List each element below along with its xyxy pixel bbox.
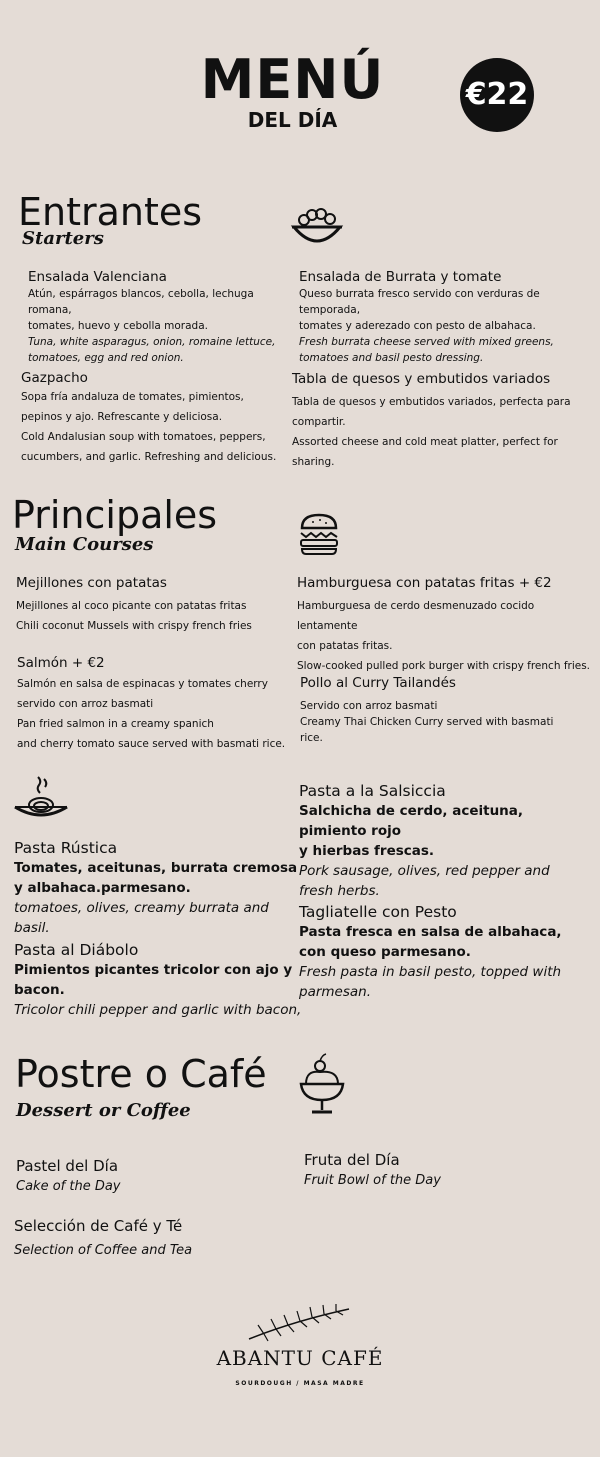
item-desc: Servido con arroz basmati	[300, 700, 438, 712]
dessert-item	[14, 1216, 294, 1260]
item-desc-en: tomatoes, olives, creamy burrata and basil.	[14, 900, 269, 936]
item-desc: pepinos y ajo. Refrescante y deliciosa.	[21, 411, 223, 423]
item-name: Pasta a la Salsiccia	[299, 782, 446, 800]
item-name: Tagliatelle con Pesto	[299, 903, 457, 921]
item-desc: con patatas fritas.	[297, 640, 393, 652]
item-name: Pasta al Diábolo	[14, 941, 139, 959]
item-name: Salmón + €2	[17, 655, 105, 671]
item-desc: Pimientos picantes tricolor con ajo y bacon.	[14, 962, 293, 998]
dessert-item	[16, 1156, 276, 1196]
item-desc: Atún, espárragos blancos, cebolla, lechuga romana,	[28, 288, 254, 316]
item-desc-en: tomatoes and basil pesto dressing.	[299, 352, 484, 364]
item-desc: y albahaca.parmesano.	[14, 880, 191, 896]
sundae-icon	[298, 1052, 346, 1116]
pasta-item	[14, 940, 309, 1020]
menu-subtitle: DEL DÍA	[247, 108, 338, 132]
pasta-item	[299, 781, 594, 901]
item-desc: Tomates, aceitunas, burrata cremosa	[14, 860, 298, 876]
item-desc-en: Slow-cooked pulled pork burger with crispy french fries.	[297, 660, 591, 672]
mains-title: Principales	[12, 493, 218, 537]
item-desc-en: Cake of the Day	[16, 1179, 121, 1194]
dessert-item	[304, 1150, 564, 1190]
main-item	[297, 574, 597, 676]
item-desc-en: fresh herbs.	[299, 883, 380, 899]
starter-item	[21, 369, 291, 467]
item-name: Ensalada de Burrata y tomate	[299, 269, 502, 285]
starter-item	[299, 268, 595, 366]
item-desc: servido con arroz basmati	[17, 698, 154, 710]
item-name: Pastel del Día	[16, 1157, 119, 1175]
item-desc-en: and cherry tomato sauce served with basmati rice.	[17, 738, 286, 750]
dessert-title: Postre o Café	[15, 1052, 267, 1096]
item-desc: y hierbas frescas.	[299, 843, 435, 859]
item-desc: tomates y aderezado con pesto de albahaca.	[299, 320, 536, 332]
main-item	[300, 674, 590, 746]
item-desc: Salmón en salsa de espinacas y tomates cherry	[17, 678, 268, 690]
item-desc: Mejillones al coco picante con patatas fritas	[16, 600, 247, 612]
item-name: Gazpacho	[21, 370, 88, 386]
item-desc-en: Tuna, white asparagus, onion, romaine lettuce,	[28, 336, 276, 348]
item-desc: Salchicha de cerdo, aceituna, pimiento rojo	[299, 803, 524, 839]
price-badge: €22	[460, 58, 534, 132]
item-desc-en: Chili coconut Mussels with crispy french fries	[16, 620, 252, 632]
logo-name: ABANTU CAFÉ	[216, 1346, 384, 1370]
item-name: Pasta Rústica	[14, 839, 118, 857]
item-desc-en: Tricolor chili pepper and garlic with bacon,	[14, 1002, 302, 1018]
menu-title: MENÚ	[200, 48, 385, 111]
starter-item	[292, 368, 597, 472]
starter-item	[28, 268, 298, 366]
item-name: Selección de Café y Té	[14, 1217, 183, 1235]
main-item	[16, 574, 291, 636]
item-name: Hamburguesa con patatas fritas + €2	[297, 575, 552, 591]
dessert-subtitle: Dessert or Coffee	[16, 1100, 191, 1121]
starters-subtitle: Starters	[22, 228, 104, 249]
salad-bowl-icon	[290, 205, 344, 251]
rosemary-sprig-icon	[244, 1303, 354, 1343]
item-desc-en: Selection of Coffee and Tea	[14, 1243, 193, 1258]
item-desc: con queso parmesano.	[299, 944, 471, 960]
starters-title: Entrantes	[18, 190, 203, 234]
item-name: Mejillones con patatas	[16, 575, 167, 591]
item-name: Pollo al Curry Tailandés	[300, 675, 456, 691]
item-desc-en: Pork sausage, olives, red pepper and	[299, 863, 550, 879]
logo-tagline: SOURDOUGH / MASA MADRE	[235, 1380, 365, 1387]
item-desc-en: rice.	[300, 732, 323, 744]
pasta-item	[14, 838, 299, 938]
item-desc-en: Cold Andalusian soup with tomatoes, peppers,	[21, 431, 266, 443]
item-desc-en: Fruit Bowl of the Day	[304, 1173, 441, 1188]
item-desc-en: Fresh burrata cheese served with mixed greens,	[299, 336, 554, 348]
item-name: Fruta del Día	[304, 1151, 400, 1169]
item-desc: Queso burrata fresco servido con verduras de temporada,	[299, 288, 540, 316]
item-desc: Sopa fría andaluza de tomates, pimientos,	[21, 391, 244, 403]
item-desc-en: Assorted cheese and cold meat platter, perfect for sharing.	[292, 436, 558, 468]
pasta-plate-icon	[12, 775, 70, 821]
item-desc-en: Fresh pasta in basil pesto, topped with	[299, 964, 562, 980]
item-desc: Pasta fresca en salsa de albahaca,	[299, 924, 562, 940]
item-desc: tomates, huevo y cebolla morada.	[28, 320, 208, 332]
burger-icon	[298, 512, 340, 556]
item-desc: compartir.	[292, 416, 346, 428]
item-desc-en: cucumbers, and garlic. Refreshing and delicious.	[21, 451, 277, 463]
item-desc-en: Pan fried salmon in a creamy spanich	[17, 718, 214, 730]
mains-subtitle: Main Courses	[15, 534, 154, 555]
item-desc-en: Creamy Thai Chicken Curry served with basmati	[300, 716, 554, 728]
item-name: Tabla de quesos y embutidos variados	[292, 371, 551, 387]
item-desc: Hamburguesa de cerdo desmenuzado cocido lentamente	[297, 600, 535, 632]
item-desc: Tabla de quesos y embutidos variados, perfecta para	[292, 396, 571, 408]
item-desc-en: parmesan.	[299, 984, 372, 1000]
item-desc-en: tomatoes, egg and red onion.	[28, 352, 184, 364]
item-name: Ensalada Valenciana	[28, 269, 167, 285]
main-item	[17, 654, 297, 754]
pasta-item	[299, 902, 594, 1002]
